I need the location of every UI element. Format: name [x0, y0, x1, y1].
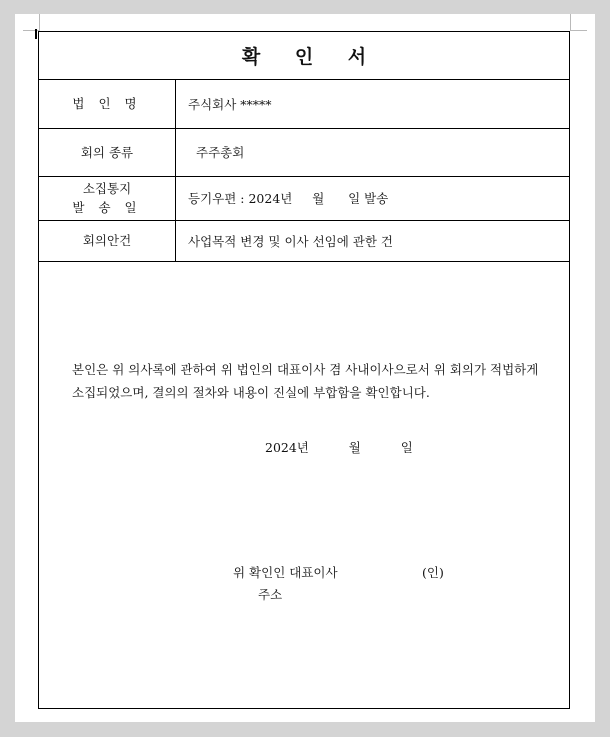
agenda-value[interactable]: 사업목적 변경 및 이사 선임에 관한 건 — [176, 220, 570, 261]
corp-name-label: 법 인 명 — [72, 96, 142, 112]
address-label[interactable]: 주소 — [258, 587, 283, 602]
table-row — [39, 176, 569, 220]
notice-date-label — [39, 176, 176, 220]
corp-name-value[interactable]: 주식회사 ***** — [176, 80, 570, 128]
agenda-label: 회의안건 — [39, 220, 176, 261]
signer-line[interactable]: 위 확인인 대표이사 — [233, 565, 338, 580]
meeting-type-label: 회의 종류 — [39, 128, 176, 176]
meeting-type-value[interactable]: 주주총회 — [176, 128, 570, 176]
document-title: 확 인 서 — [39, 32, 569, 80]
crop-mark-top-left — [23, 14, 40, 31]
text-cursor — [35, 29, 37, 39]
table-row — [39, 80, 569, 128]
table-row — [39, 220, 569, 261]
seal-mark: (인) — [422, 565, 444, 580]
notice-date-label-line1: 소집통지 — [82, 181, 132, 196]
crop-mark-top-right — [570, 14, 587, 31]
confirmation-date[interactable]: 2024년 월 일 — [265, 440, 413, 455]
notice-date-value[interactable]: 등기우편 : 2024년 월 일 발송 — [176, 176, 570, 220]
row-label — [39, 80, 176, 128]
confirmation-statement[interactable]: 본인은 위 의사록에 관하여 위 법인의 대표이사 겸 사내이사으로서 위 회의가 적법하게 소집되었으며, 결의의 절차와 내용이 진실에 부합함을 확인합니다. — [72, 362, 539, 400]
document-page — [15, 14, 595, 722]
confirmation-form — [38, 31, 570, 709]
table-row — [39, 128, 569, 176]
notice-date-label-line2: 발 송 일 — [72, 200, 142, 215]
info-table — [39, 80, 569, 262]
